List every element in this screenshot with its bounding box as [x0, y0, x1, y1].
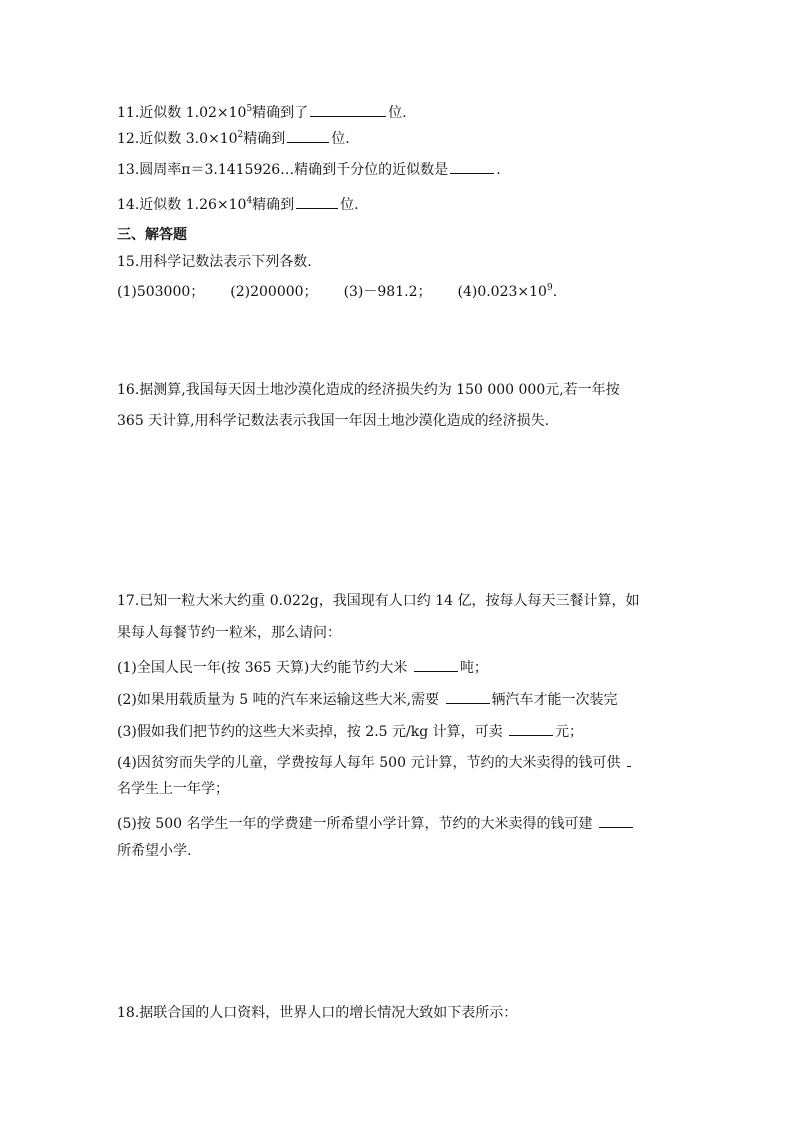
- q12-suffix: 位.: [331, 131, 350, 147]
- q17-p2-answer-blank[interactable]: [446, 689, 490, 704]
- question-15-items: [117, 283, 557, 301]
- q17-p3-answer-blank[interactable]: [509, 721, 553, 736]
- q14-exponent: 4: [246, 196, 253, 206]
- q15-item-4-end: .: [552, 284, 558, 300]
- q14-mid: 精确到: [252, 197, 295, 213]
- q12-answer-blank[interactable]: [287, 128, 329, 143]
- question-16-line-1: 16.据测算,我国每天因土地沙漠化造成的经济损失约为 150 000 000元,若一年按: [117, 382, 620, 398]
- q17-p1-unit: 吨；: [459, 660, 488, 676]
- q12-prefix: 12.近似数 3.0×10: [117, 131, 238, 147]
- q17-p3-unit: 元；: [555, 724, 584, 740]
- question-17-part-1: [117, 657, 488, 677]
- q14-answer-blank[interactable]: [296, 194, 338, 209]
- q17-p2-text: (2)如果用载质量为 5 吨的汽车来运输这些大米,需要: [117, 692, 444, 708]
- q13-text: 13.圆周率π＝3.1415926…精确到千分位的近似数是: [117, 162, 449, 178]
- q17-p4-answer-blank[interactable]: [627, 752, 631, 767]
- q17-p3-text: (3)假如我们把节约的这些大米卖掉，按 2.5 元/kg 计算，可卖: [117, 724, 508, 740]
- q15-item-4-exponent: 9: [546, 283, 553, 293]
- q11-prefix: 11.近似数 1.02×10: [117, 105, 247, 121]
- q11-suffix: 位.: [388, 105, 407, 121]
- question-17-part-5: [117, 813, 635, 833]
- question-17-part-4-cont: 名学生上一年学；: [117, 781, 229, 797]
- q17-p2-unit: 辆汽车才能一次装完: [491, 692, 618, 708]
- q14-prefix: 14.近似数 1.26×10: [117, 197, 247, 213]
- question-17-line-1: 17.已知一粒大米大约重 0.022g，我国现有人口约 14 亿，按每人每天三餐计算，如: [117, 593, 640, 609]
- question-17-part-3: [117, 721, 583, 741]
- question-16-line-2: 365 天计算,用科学记数法表示我国一年因土地沙漠化造成的经济损失.: [117, 413, 550, 429]
- q12-mid: 精确到: [243, 131, 286, 147]
- q17-p5-answer-blank[interactable]: [599, 813, 633, 828]
- q17-p1-answer-blank[interactable]: [414, 657, 458, 672]
- q11-mid: 精确到了: [252, 105, 309, 121]
- question-15-title: 15.用科学记数法表示下列各数.: [117, 254, 312, 270]
- question-12: [117, 128, 350, 148]
- q15-item-1: (1)503000；: [117, 284, 205, 300]
- q15-item-2: (2)200000；: [230, 284, 318, 300]
- question-17-line-2: 果每人每餐节约一粒米，那么请问：: [117, 625, 341, 641]
- q17-p4-text: (4)因贫穷而失学的儿童，学费按每人每年 500 元计算，节约的大米卖得的钱可供: [117, 755, 625, 771]
- question-17-part-5-cont: 所希望小学.: [117, 843, 192, 859]
- q13-suffix: .: [496, 162, 501, 178]
- question-11: [117, 102, 407, 122]
- q17-p5-text: (5)按 500 名学生一年的学费建一所希望小学计算，节约的大米卖得的钱可建: [117, 816, 597, 832]
- q12-exponent: 2: [237, 130, 244, 140]
- q11-answer-blank[interactable]: [310, 102, 386, 117]
- section-heading: 三、解答题: [117, 227, 187, 243]
- q13-answer-blank[interactable]: [450, 159, 494, 174]
- q17-p1-text: (1)全国人民一年(按 365 天算)大约能节约大米: [117, 660, 412, 676]
- q15-item-3: (3)－981.2；: [343, 284, 432, 300]
- question-14: [117, 194, 359, 214]
- q11-exponent: 5: [246, 104, 253, 114]
- q14-suffix: 位.: [340, 197, 359, 213]
- question-18: 18.据联合国的人口资料，世界人口的增长情况大致如下表所示：: [117, 1005, 518, 1021]
- question-13: [117, 159, 501, 179]
- question-17-part-2: [117, 689, 618, 709]
- q15-item-4: (4)0.023×10: [457, 284, 547, 300]
- question-17-part-4: [117, 752, 633, 772]
